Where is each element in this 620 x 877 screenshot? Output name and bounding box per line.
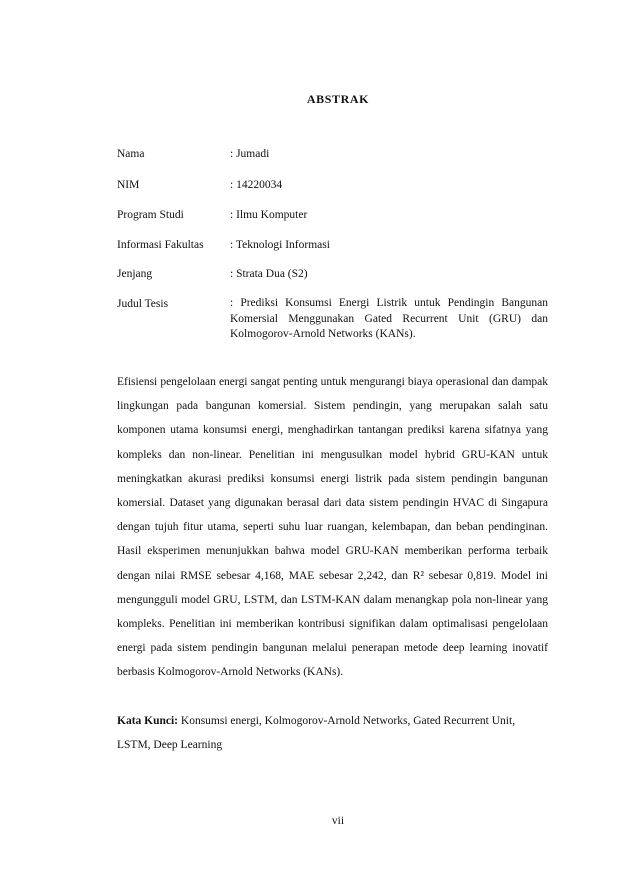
- info-value: : Strata Dua (S2): [230, 268, 308, 280]
- info-label: Nama: [117, 148, 145, 160]
- info-label: Jenjang: [117, 268, 153, 280]
- page-title: ABSTRAK: [306, 92, 370, 106]
- info-label: NIM: [117, 179, 140, 191]
- keywords-label: Kata Kunci:: [117, 715, 179, 727]
- info-value: : Jumadi: [230, 148, 270, 160]
- info-label: Program Studi: [117, 209, 184, 221]
- info-label: Informasi Fakultas: [117, 239, 204, 251]
- info-label: Judul Tesis: [117, 298, 169, 310]
- keywords: [117, 709, 548, 757]
- info-value: : 14220034: [230, 179, 283, 191]
- abstract-paragraph: Efisiensi pengelolaan energi sangat penting untuk mengurangi biaya operasional dan dampak lingkungan pada bangunan komersial. Sistem pendingin, yang merupakan salah satu komponen utama konsumsi energi, menghadirkan tantangan prediksi karena sifatnya yang kompleks dan non-linear. Penelitian ini mengusulkan model hybrid GRU-KAN untuk meningkatkan akurasi prediksi konsumsi energi listrik pada sistem pendingin bangunan komersial. Dataset yang digunakan berasal dari data sistem pendingin HVAC di Singapura dengan tujuh fitur utama, seperti suhu luar ruangan, kelembapan, dan beban pendinginan. Hasil eksperimen menunjukkan bahwa model GRU-KAN memberikan performa terbaik dengan nilai RMSE sebesar 4,168, MAE sebesar 2,242, dan R² sebesar 0,819. Model ini mengungguli model GRU, LSTM, dan LSTM-KAN dalam menangkap pola non-linear yang kompleks. Penelitian ini memberikan kontribusi signifikan dalam optimalisasi pengelolaan energi pada sistem pendingin bangunan melalui penerapan metode deep learning inovatif berbasis Kolmogorov-Arnold Networks (KANs).: [117, 376, 548, 679]
- info-value: : Teknologi Informasi: [230, 239, 330, 251]
- info-value: : Prediksi Konsumsi Energi Listrik untuk Pendingin Bangunan Komersial Menggunakan Gated Recurrent Unit (GRU) dan Kolmogorov-Arnold Networks (KANs).: [230, 297, 548, 340]
- page-number: vii: [331, 815, 345, 827]
- info-value: : Ilmu Komputer: [230, 209, 308, 221]
- keywords-text: Konsumsi energi, Kolmogorov-Arnold Networks, Gated Recurrent Unit, LSTM, Deep Learning: [117, 715, 516, 752]
